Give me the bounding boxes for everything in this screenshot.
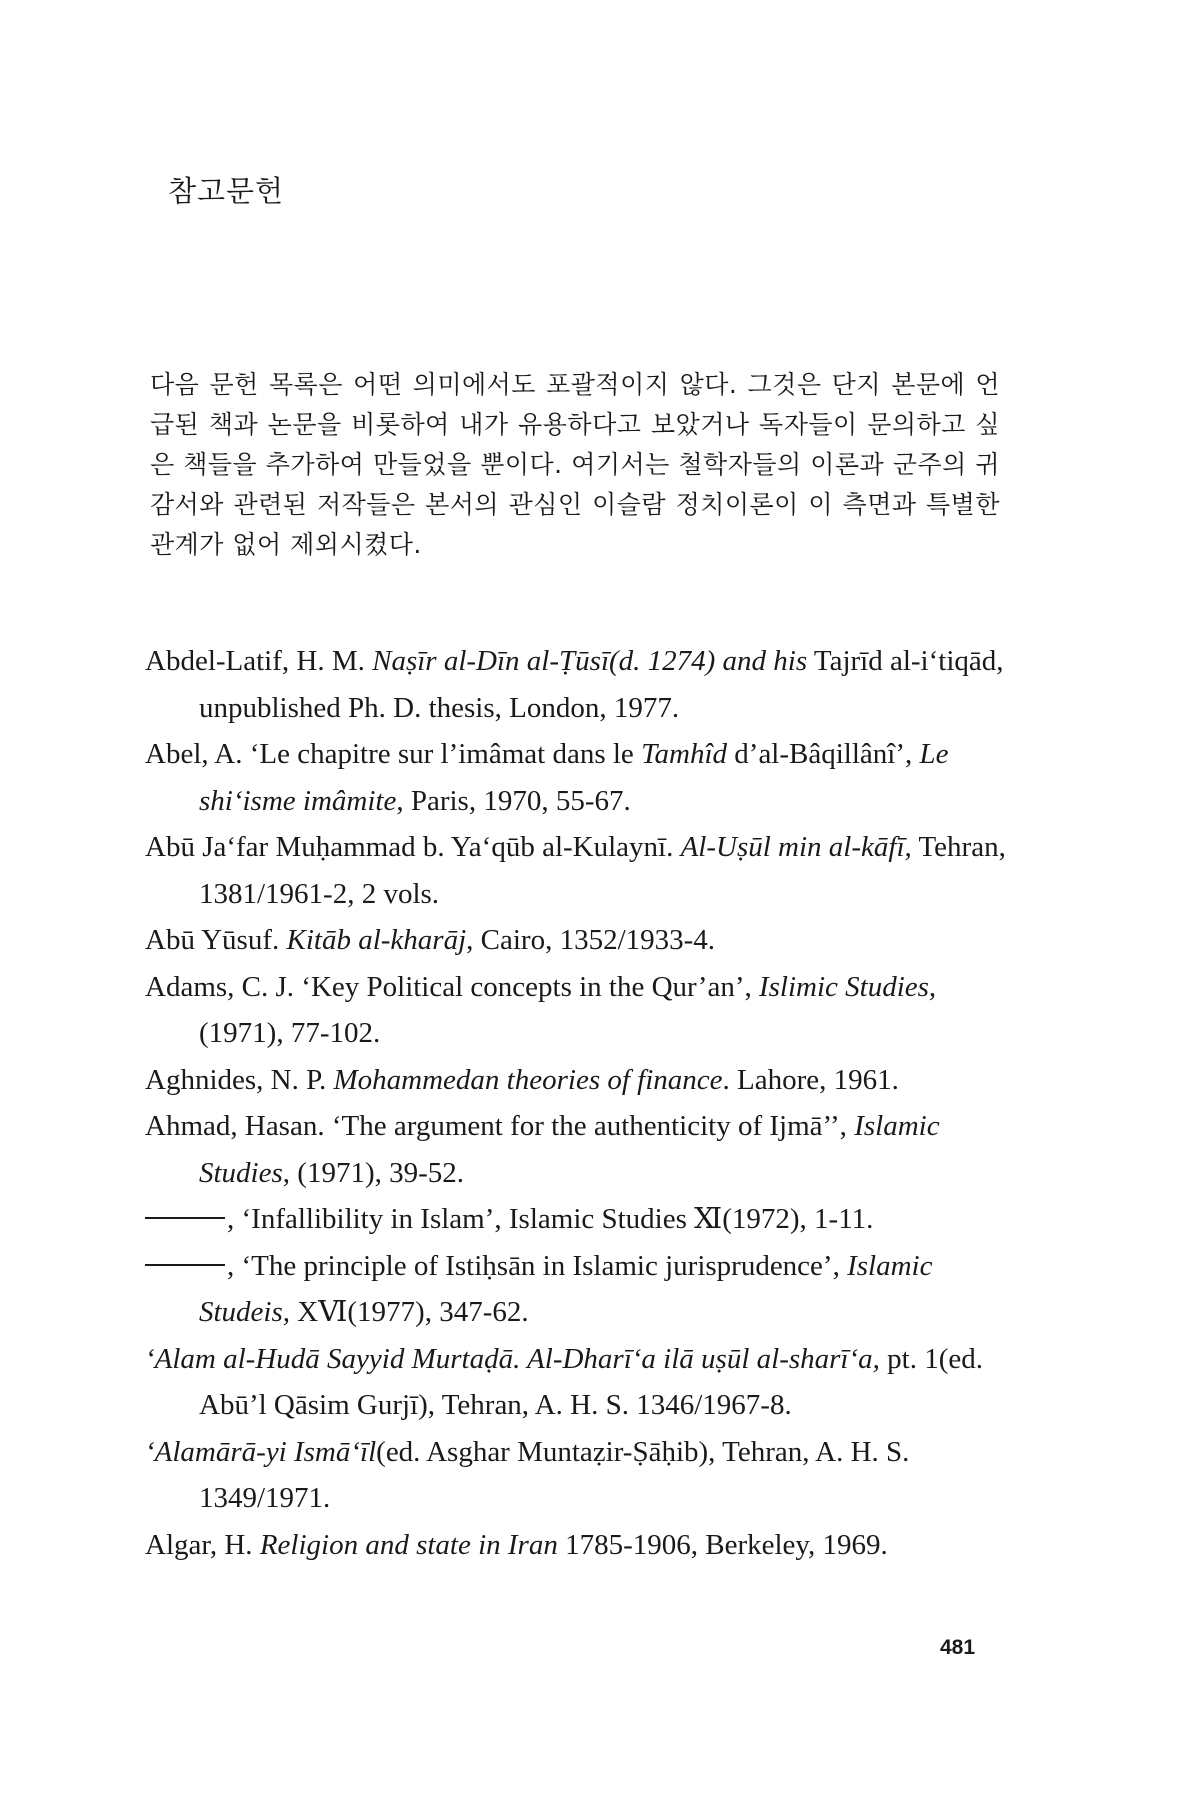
list-item: Abū Ja‘far Muḥammad b. Ya‘qūb al-Kulaynī. Al-Uṣūl min al-kāfī, Tehran, 1381/1961-2, 2 vols. — [145, 831, 1006, 910]
repeat-author-dash — [145, 1264, 225, 1266]
list-item: Adams, C. J. ‘Key Political concepts in the Qur’an’, Islimic Studies, (1971), 77-102. — [145, 970, 937, 1049]
list-item: ‘Alam al-Hudā Sayyid Murtaḍā. Al-Dharī‘a ilā uṣūl al-sharī‘a, pt. 1(ed. Abū’l Qāsim Gurjī), Tehran, A. H. S. 1346/1967-8. — [145, 1342, 983, 1421]
list-item: Abdel-Latif, H. M. Naṣīr al-Dīn al-Ṭūsī(d. 1274) and his Tajrīd al-i‘tiqād, unpublished Ph. D. thesis, London, 1977. — [145, 645, 1004, 724]
intro-paragraph: 다음 문헌 목록은 어떤 의미에서도 포괄적이지 않다. 그것은 단지 본문에 언급된 책과 논문을 비롯하여 내가 유용하다고 보았거나 독자들이 문의하고 싶은 책들을 추가하여 만들었을 뿐이다. 여기서는 철학자들의 이론과 군주의 귀감서와 관련된 저작들은 본서의 관심인 이슬람 정치이론이 이 측면과 특별한 관계가 없어 제외시켰다. — [150, 370, 1000, 559]
list-item: , ‘Infallibility in Islam’, Islamic Studies Ⅺ(1972), 1-11. — [145, 1196, 1015, 1243]
list-item: Abū Yūsuf. Kitāb al-kharāj, Cairo, 1352/1933-4. — [145, 924, 716, 956]
repeat-author-dash — [145, 1217, 225, 1219]
list-item: Ahmad, Hasan. ‘The argument for the authenticity of Ijmā’’, Islamic Studies, (1971), 39-52. — [145, 1110, 940, 1189]
list-item: Aghnides, N. P. Mohammedan theories of finance. Lahore, 1961. — [145, 1063, 899, 1096]
list-item: , ‘The principle of Istiḥsān in Islamic jurisprudence’, Islamic Studeis, XⅥ(1977), 347-62. — [145, 1243, 1015, 1336]
list-item: Abel, A. ‘Le chapitre sur l’imâmat dans le Tamhîd d’al-Bâqillânî’, Le shi‘isme imâmite, Paris, 1970, 55-67. — [145, 738, 949, 817]
page-title: 참고문헌 — [168, 174, 285, 209]
list-item: ‘Alamārā-yi Ismā‘īl(ed. Asghar Muntaẓir-Ṣāḥib), Tehran, A. H. S. 1349/1971. — [145, 1435, 910, 1514]
list-item: Algar, H. Religion and state in Iran 1785-1906, Berkeley, 1969. — [145, 1528, 888, 1561]
bibliography-list — [145, 638, 1015, 1568]
page-number: 481 — [940, 1636, 976, 1659]
